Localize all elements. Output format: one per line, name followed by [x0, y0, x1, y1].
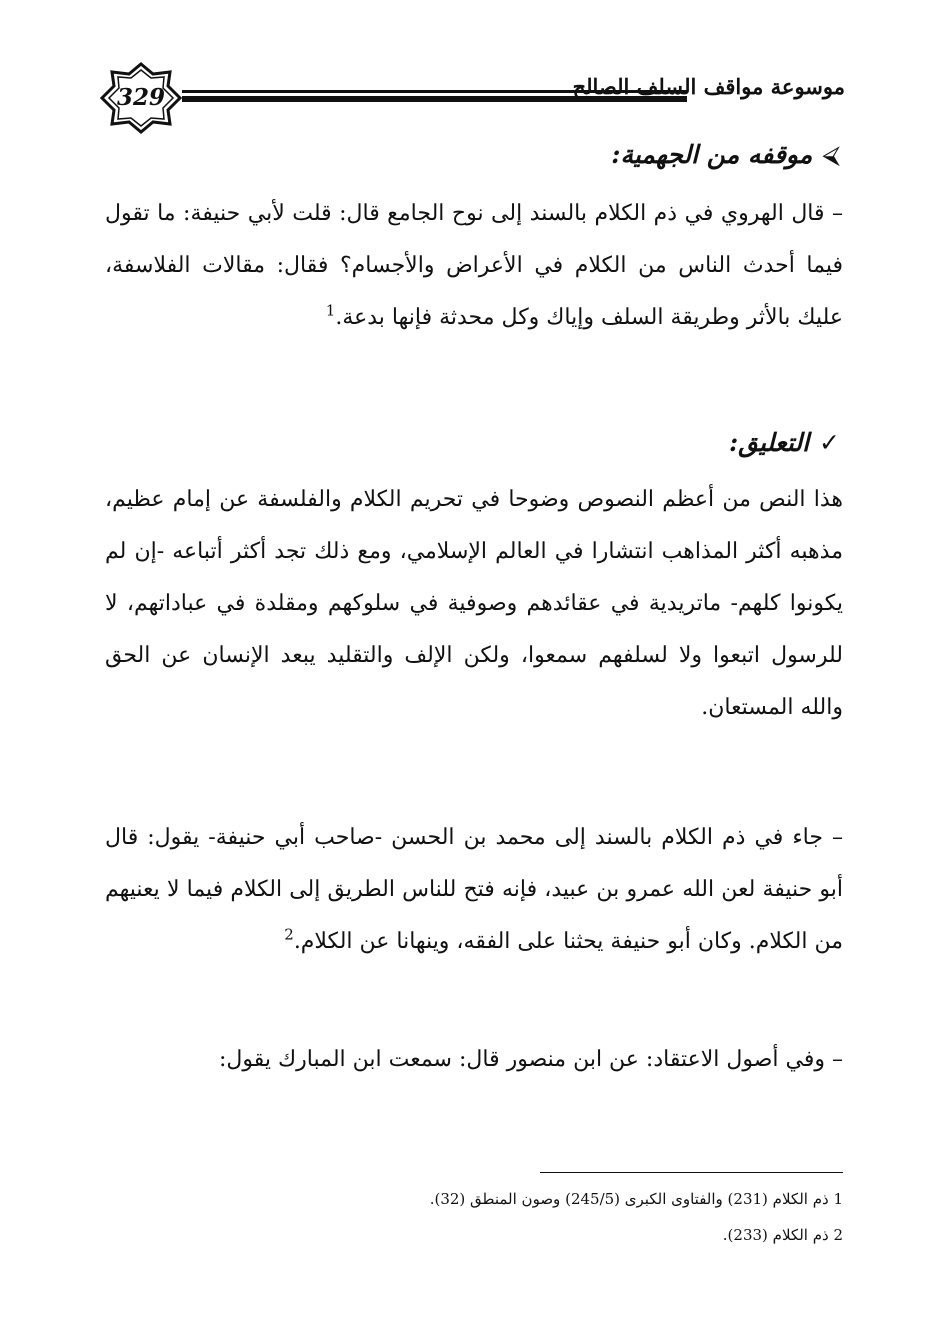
- section-heading-jahmiyya: [440, 140, 840, 170]
- page-number-badge: [100, 62, 182, 134]
- section-heading-commentary: [440, 428, 840, 457]
- footnote-2: [300, 1226, 843, 1244]
- footnote-text: ذم الكلام (231) والفتاوى الكبرى (245/5) وصون المنطق (32).: [429, 1190, 829, 1208]
- paragraph-text: هذا النص من أعظم النصوص وضوحا في تحريم الكلام والفلسفة عن إمام عظيم، مذهبه أكثر المذاهب انتشارا في العالم الإسلامي، ومع ذلك تجد أكثر أتباعه -إن لم يكونوا كلهم- ماتريدية في عقائدهم وصوفية في سلوكهم ومقلدة في عباداتهم، لا للرسول اتبعوا ولا لسلفهم سمعوا، ولكن الإلف والتقليد يبعد الإنسان عن الحق والله المستعان.: [105, 487, 843, 720]
- paragraph-usul-itiqad: [105, 1034, 843, 1086]
- paragraph-text: – جاء في ذم الكلام بالسند إلى محمد بن الحسن -صاحب أبي حنيفة- يقول: قال أبو حنيفة لعن الله عمرو بن عبيد، فإنه فتح للناس الطريق إلى الكلام فيما لا يعنيهم من الكلام. وكان أبو حنيفة يحثنا على الفقه، وينهانا عن الكلام.: [105, 825, 843, 954]
- heading-text: موقفه من الجهمية:: [611, 140, 813, 169]
- arrowhead-icon: ⮘: [822, 140, 840, 169]
- footnote-1: [300, 1190, 843, 1208]
- paragraph-muhammad-ibn-hasan: [105, 812, 843, 968]
- paragraph-commentary: [105, 474, 843, 734]
- footnote-number: 2: [833, 1226, 843, 1244]
- page-header: [100, 62, 845, 134]
- book-title: موسوعة مواقف السلف الصالح: [572, 74, 845, 99]
- checkmark-icon: ✓: [819, 428, 840, 457]
- page-number: 329: [116, 84, 165, 111]
- footnote-separator: [540, 1172, 843, 1173]
- footnote-ref-2: 2: [284, 925, 294, 944]
- paragraph-harawi: [105, 188, 843, 344]
- heading-text: التعليق:: [728, 428, 810, 457]
- paragraph-text: – وفي أصول الاعتقاد: عن ابن منصور قال: سمعت ابن المبارك يقول:: [219, 1047, 843, 1072]
- footnote-ref-1: 1: [325, 301, 336, 320]
- footnote-number: 1: [833, 1190, 843, 1208]
- footnote-text: ذم الكلام (233).: [722, 1226, 829, 1244]
- paragraph-text: – قال الهروي في ذم الكلام بالسند إلى نوح الجامع قال: قلت لأبي حنيفة: ما تقول فيما أحدث الناس من الكلام في الأعراض والأجسام؟ فقال: مقالات الفلاسفة، عليك بالأثر وطريقة السلف وإياك وكل محدثة فإنها بدعة.: [105, 201, 843, 330]
